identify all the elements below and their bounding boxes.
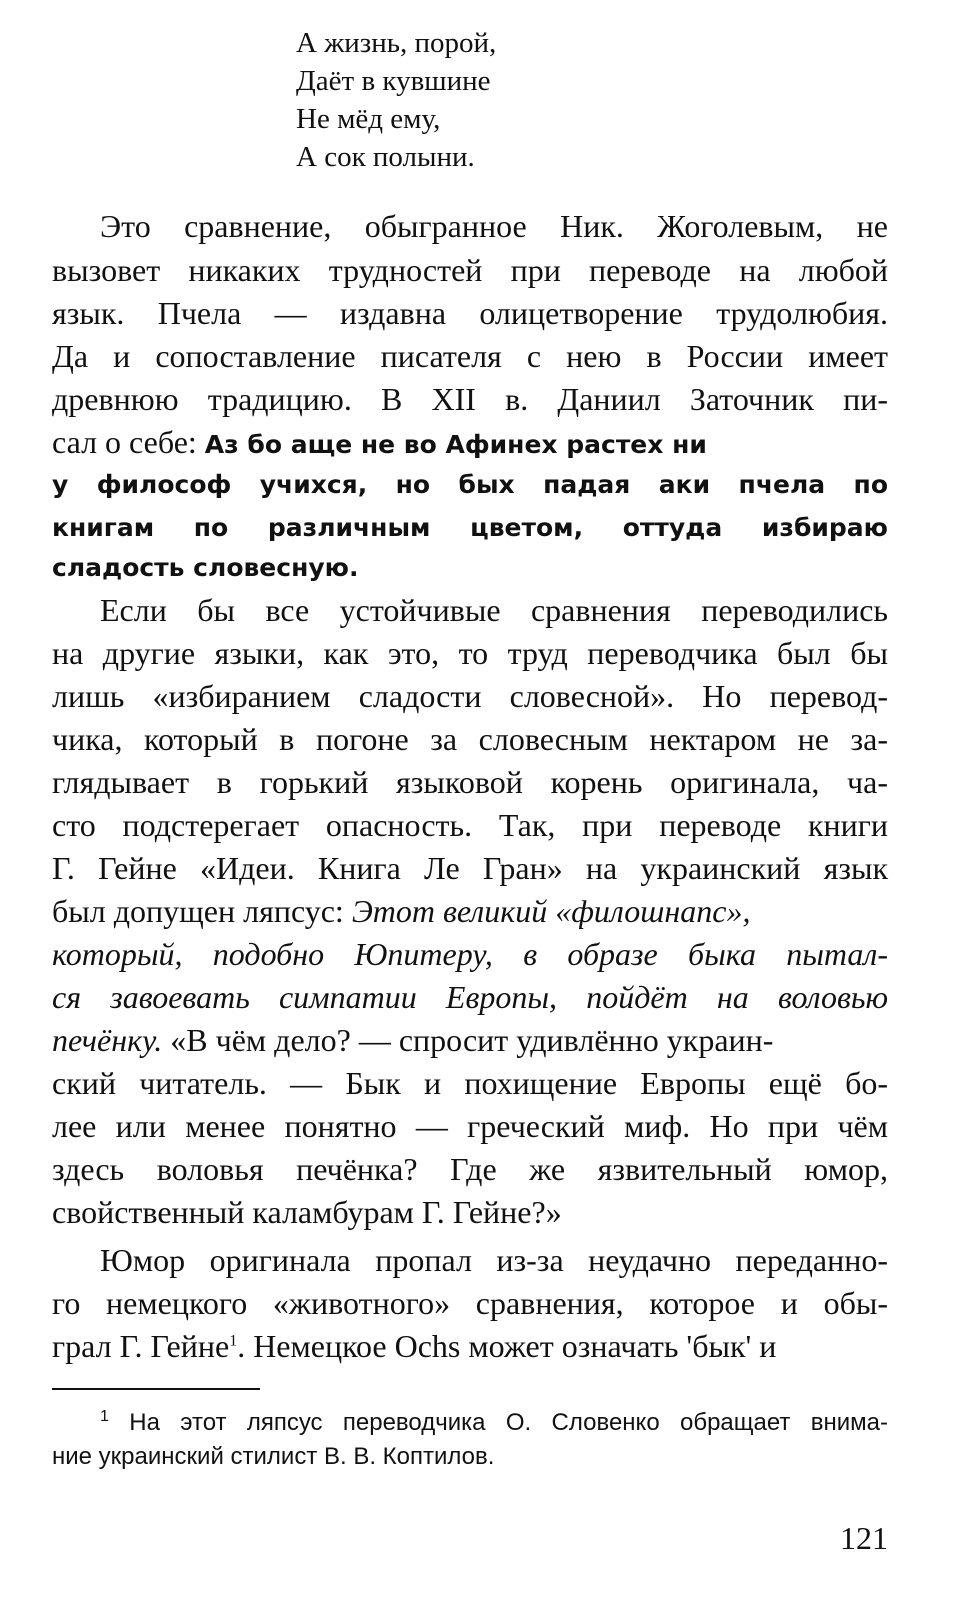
text-span: «В чём дело? — спросит удивлённо украин-: [162, 1022, 774, 1058]
text-span: сал о себе:: [52, 424, 205, 460]
footnote-divider: [52, 1388, 260, 1390]
text-line: свойственный каламбурам Г. Гейне?»: [52, 1194, 562, 1230]
text-line: [52, 422, 888, 465]
text-line: глядывает в горький языковой корень оригинала, ча-: [52, 764, 888, 800]
italic-quote: Этот великий «филошнапс»,: [351, 893, 751, 929]
old-slavonic-quote: Аз бо аще не во Афинех растех ни: [204, 430, 707, 459]
text-line: [52, 1020, 888, 1060]
footnote-line: [100, 1406, 888, 1440]
text-line: Да и сопоставление писателя с нею в России имеет: [52, 338, 888, 374]
text-span: грал Г. Гейне: [52, 1328, 230, 1364]
text-line: вызовет никаких трудностей при переводе на любой: [52, 252, 888, 288]
text-line: Г. Гейне «Идеи. Книга Ле Гран» на украинский язык: [52, 850, 888, 886]
text-line: лее или менее понятно — греческий миф. Но при чём: [52, 1108, 888, 1144]
old-slavonic-quote: сладость словесную.: [52, 553, 359, 582]
italic-quote: печёнку.: [52, 1022, 163, 1058]
text-line: чика, который в погоне за словесным нектаром не за-: [52, 721, 888, 757]
footnote-line: ние украинский стилист В. В. Коптилов.: [52, 1443, 495, 1470]
text-line: лишь «избиранием сладости словесной». Но перевод-: [52, 678, 888, 714]
footnote-ref[interactable]: 1: [229, 1332, 238, 1350]
page-number: 121: [840, 1520, 888, 1556]
old-slavonic-quote: книгам по различным цветом, оттуда избираю: [52, 513, 888, 542]
text-line: на другие языки, как это, то труд переводчика был бы: [52, 635, 888, 671]
poem-line: Даёт в кувшине: [296, 65, 491, 97]
italic-quote: ся завоевать симпатии Европы, пойдёт на воловью: [52, 979, 888, 1015]
old-slavonic-quote: у философ учихся, но бых падая аки пчела по: [52, 470, 888, 499]
text-line: [52, 891, 888, 931]
text-line: язык. Пчела — издавна олицетворение трудолюбия.: [52, 295, 888, 331]
text-line: Если бы все устойчивые сравнения переводились: [100, 592, 888, 628]
poem-line: Не мёд ему,: [296, 103, 441, 135]
text-line: Юмор оригинала пропал из-за неудачно переданно-: [100, 1242, 888, 1278]
text-line: сто подстерегает опасность. Так, при переводе книги: [52, 807, 888, 843]
text-line: Это сравнение, обыгранное Ник. Жоголевым, не: [100, 208, 888, 244]
text-span: На этот ляпсус переводчика О. Словенко обращает внима-: [108, 1409, 888, 1436]
text-line: здесь воловья печёнка? Где же язвительный юмор,: [52, 1151, 888, 1187]
poem-line: А сок полыни.: [296, 141, 475, 173]
footnote-marker: 1: [100, 1408, 109, 1425]
text-line: го немецкого «животного» сравнения, которое и обы-: [52, 1285, 888, 1321]
text-line: [52, 1326, 888, 1366]
text-line: древнюю традицию. В XII в. Даниил Заточник пи-: [52, 381, 888, 417]
text-span: . Немецкое Ochs может означать 'бык' и: [237, 1328, 777, 1364]
italic-quote: который, подобно Юпитеру, в образе быка пытал-: [52, 936, 888, 972]
poem-line: А жизнь, порой,: [296, 27, 497, 59]
text-span: был допущен ляпсус:: [52, 893, 352, 929]
text-line: ский читатель. — Бык и похищение Европы ещё бо-: [52, 1065, 888, 1101]
